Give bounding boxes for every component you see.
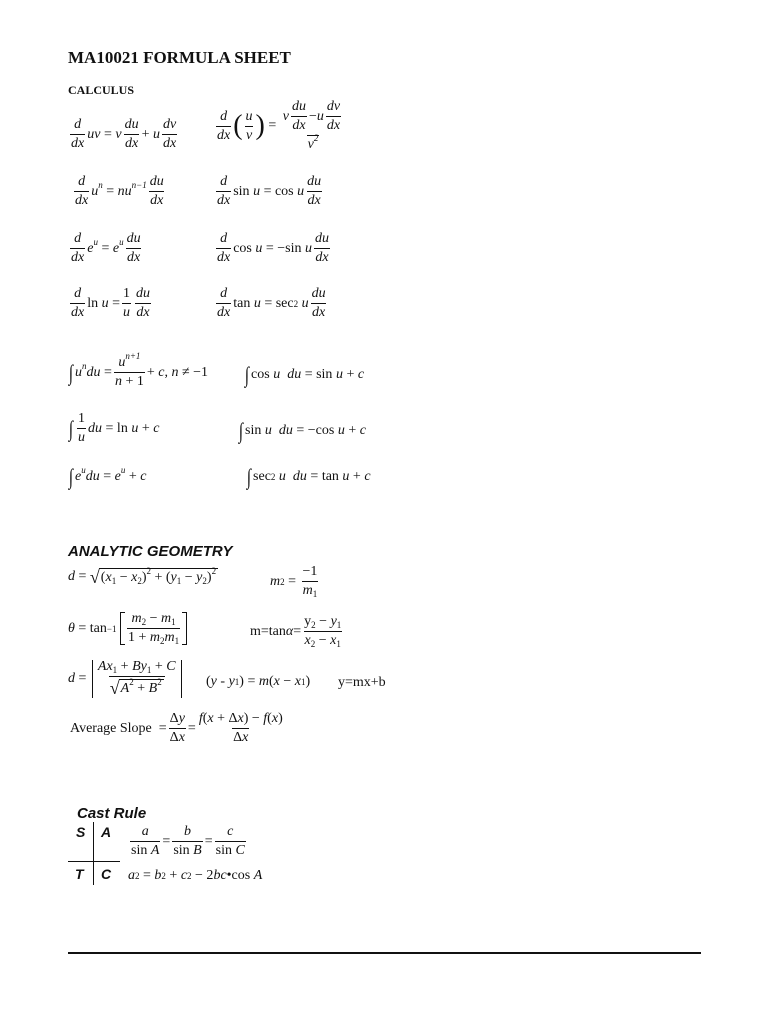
average-slope-label: Average Slope bbox=[70, 720, 152, 736]
formula-deriv-tan: $\frac{d}{dx}$ tan u = sec 2 u $\frac{du}{dx}$ bbox=[217, 286, 326, 320]
cast-horizontal-line bbox=[68, 861, 120, 862]
quadrant-s: S bbox=[76, 824, 86, 840]
formula-law-of-sines: $\frac{a}{\text{sin A}}$ = $\frac{b}{\text{sin B}}$ = $\frac{c}{\text{sin C}}$ bbox=[131, 824, 245, 858]
formula-slope-intercept: y=mx+b bbox=[338, 675, 386, 690]
section-heading-calculus: CALCULUS bbox=[68, 83, 135, 97]
formula-distance: d = √ $(x_1 - x_2)^2 + (y_1 - y_2)^2$ bbox=[68, 566, 217, 587]
footer-rule bbox=[68, 952, 701, 954]
formula-point-slope: ( y - y 1 ) = m ( x − x 1 ) bbox=[206, 674, 311, 689]
formula-law-of-cosines: a 2 = b 2 + c 2 − 2 bc •cos A bbox=[128, 868, 263, 883]
formula-integral-reciprocal: ∫ $\frac{1}{u}$ du = ln u + c bbox=[68, 411, 160, 445]
page-title: MA10021 FORMULA SHEET bbox=[68, 48, 291, 67]
formula-average-slope: Average Slope = $\frac{\Delta y}{\Delta x}$ = $\frac{f(x + \Delta x) - f(x)}{\Delta x}$ bbox=[70, 711, 283, 745]
formula-integral-power: ∫ $u^ndu$ = $\frac{u^{n+1}}{n + 1}$ + c , n ≠ −1 bbox=[68, 351, 209, 389]
formula-integral-sin: ∫ sin u du = −cos u + c bbox=[238, 418, 366, 443]
formula-deriv-ln: $\frac{d}{dx}$ ln u = $\frac{1}{u}$ $\frac{du}{dx}$ bbox=[71, 286, 151, 320]
formula-deriv-cos: $\frac{d}{dx}$ cos u = −sin u $\frac{du}{dx}$ bbox=[217, 231, 330, 265]
quadrant-c: C bbox=[101, 866, 112, 882]
formula-integral-exp: ∫ $e^udu$ = $e^u$ + c bbox=[68, 464, 147, 489]
formula-product-rule: $\frac{d}{dx}$ uv = v $\frac{du}{dx}$ + u $\frac{dv}{dx}$ bbox=[71, 117, 177, 151]
formula-point-line-distance: d = $Ax_1 + By_1 + C$ √ $A^2 + B^2$ bbox=[68, 660, 184, 698]
formula-integral-cos: ∫ cos u du = sin u + c bbox=[244, 362, 365, 387]
formula-integral-sec2: ∫ sec 2 u du = tan u + c bbox=[246, 464, 371, 489]
formula-slope-tan: m=tan α = $\frac{y_2 - y_1}{x_2 - x_1}$ bbox=[250, 614, 342, 649]
formula-power-rule: $\frac{d}{dx}$ $u^n$ = $nu^{n-1}$ $\frac{du}{dx}$ bbox=[75, 174, 164, 208]
formula-perpendicular-slope: m 2 = $\frac{-1}{m_1}$ bbox=[270, 564, 318, 599]
quadrant-t: T bbox=[75, 866, 84, 882]
formula-angle-between-lines: θ = tan −1 $\frac{m_2 - m_1}{1 + m_2m_1}$ bbox=[68, 612, 187, 645]
cast-vertical-line bbox=[93, 822, 94, 885]
formula-deriv-sin: $\frac{d}{dx}$ sin u = cos u $\frac{du}{dx}$ bbox=[217, 174, 322, 208]
slope-eq-label: m=tan bbox=[250, 623, 286, 639]
section-heading-cast-rule: Cast Rule bbox=[77, 805, 147, 822]
formula-deriv-exp: $\frac{d}{dx}$ $e^u$ = $e^u$ $\frac{du}{dx}$ bbox=[71, 231, 141, 265]
quadrant-a: A bbox=[101, 824, 112, 840]
section-heading-geometry: ANALYTIC GEOMETRY bbox=[68, 543, 233, 560]
formula-quotient-rule: $\frac{d}{dx}$ ( $\frac{u}{v}$ ) = v $\frac{du}{dx}$ − u $\frac{dv}{dx}$ $v^2$ bbox=[217, 99, 341, 152]
